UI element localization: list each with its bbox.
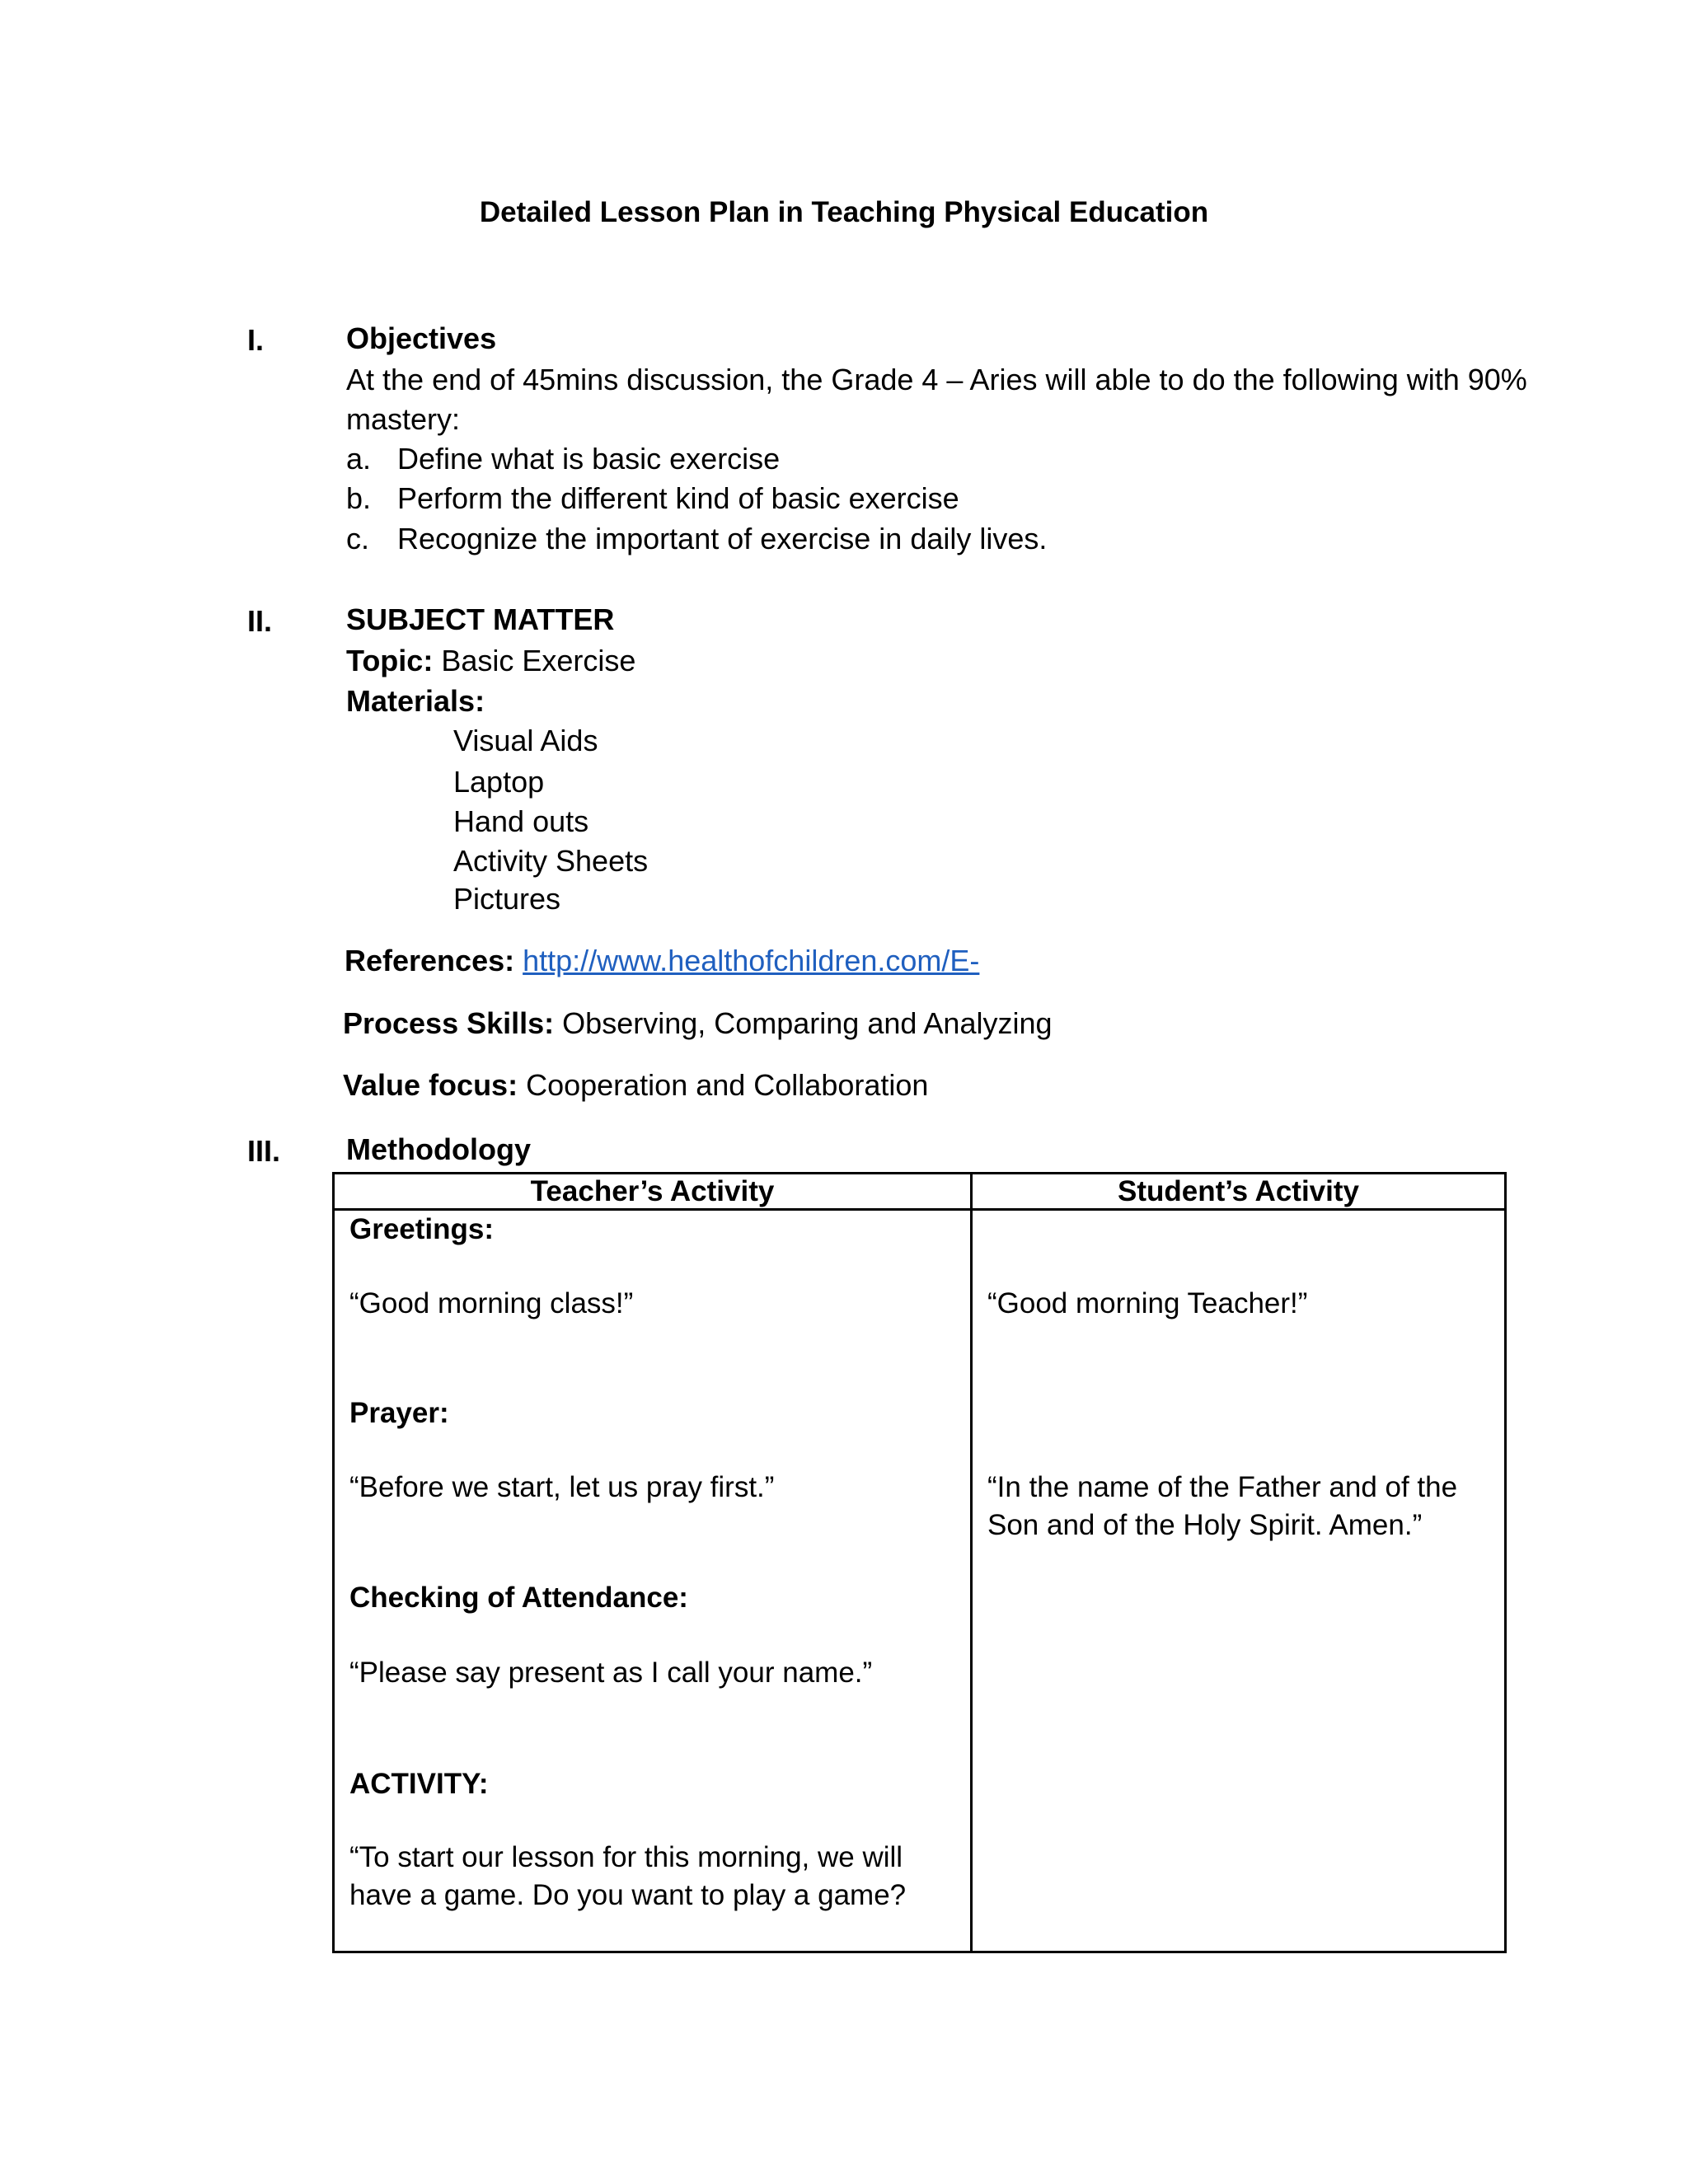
- teacher-activity-cell: [334, 1210, 972, 1952]
- references-label: References:: [345, 944, 515, 977]
- objective-letter-c: c.: [346, 522, 370, 555]
- topic-line: [346, 641, 635, 681]
- material-item: Laptop: [453, 765, 545, 799]
- activity-teacher-text-line1: “To start our lesson for this morning, we will: [349, 1841, 903, 1873]
- objective-text-a: Define what is basic exercise: [397, 442, 781, 476]
- value-focus-value: Cooperation and Collaboration: [526, 1068, 929, 1102]
- materials-label: Materials:: [346, 684, 485, 718]
- material-item: Pictures: [453, 882, 561, 916]
- prayer-label: Prayer:: [349, 1397, 449, 1429]
- section-heading-methodology: Methodology: [346, 1132, 531, 1166]
- objective-text-c: Recognize the important of exercise in daily lives.: [397, 522, 1048, 555]
- methodology-table: [332, 1172, 1507, 1953]
- section-numeral-subject-matter: II.: [247, 604, 273, 638]
- teacher-activity-header: Teacher’s Activity: [334, 1174, 972, 1210]
- material-item: Activity Sheets: [453, 844, 649, 878]
- attendance-label: Checking of Attendance:: [349, 1582, 688, 1614]
- table-header-row: [334, 1174, 1506, 1210]
- objective-letter-b: b.: [346, 481, 372, 515]
- topic-label: Topic:: [346, 644, 434, 677]
- prayer-student-text-line1: “In the name of the Father and of the: [987, 1471, 1458, 1503]
- material-item: Hand outs: [453, 804, 589, 838]
- greetings-student-text: “Good morning Teacher!”: [987, 1287, 1308, 1319]
- process-skills-line: [343, 1004, 1053, 1043]
- greetings-teacher-text: “Good morning class!”: [349, 1287, 634, 1319]
- value-focus-line: [343, 1066, 928, 1105]
- process-skills-label: Process Skills:: [343, 1006, 555, 1040]
- objective-text-b: Perform the different kind of basic exercise: [397, 481, 959, 515]
- document-title: Detailed Lesson Plan in Teaching Physical Education: [479, 196, 1209, 228]
- material-item: Visual Aids: [453, 724, 598, 757]
- greetings-label: Greetings:: [349, 1213, 495, 1245]
- section-numeral-methodology: III.: [247, 1134, 281, 1168]
- references-line: [345, 941, 979, 981]
- table-row: [334, 1210, 1506, 1952]
- prayer-teacher-text: “Before we start, let us pray first.”: [349, 1471, 775, 1503]
- references-link[interactable]: http://www.healthofchildren.com/E-: [523, 944, 980, 977]
- activity-teacher-text-line2: have a game. Do you want to play a game?: [349, 1879, 907, 1911]
- topic-value: Basic Exercise: [441, 644, 636, 677]
- objectives-intro-line2: mastery:: [346, 402, 461, 436]
- objective-letter-a: a.: [346, 442, 372, 476]
- section-heading-subject-matter: SUBJECT MATTER: [346, 602, 615, 636]
- section-heading-objectives: Objectives: [346, 321, 497, 355]
- section-numeral-objectives: I.: [247, 323, 265, 357]
- activity-label: ACTIVITY:: [349, 1768, 489, 1800]
- objectives-intro-line1: At the end of 45mins discussion, the Grade 4 – Aries will able to do the following with 90%: [346, 363, 1527, 396]
- process-skills-value: Observing, Comparing and Analyzing: [562, 1006, 1053, 1040]
- attendance-teacher-text: “Please say present as I call your name.”: [349, 1657, 873, 1689]
- value-focus-label: Value focus:: [343, 1068, 518, 1102]
- student-activity-cell: [972, 1210, 1506, 1952]
- student-activity-header: Student’s Activity: [972, 1174, 1506, 1210]
- prayer-student-text-line2: Son and of the Holy Spirit. Amen.”: [987, 1509, 1423, 1541]
